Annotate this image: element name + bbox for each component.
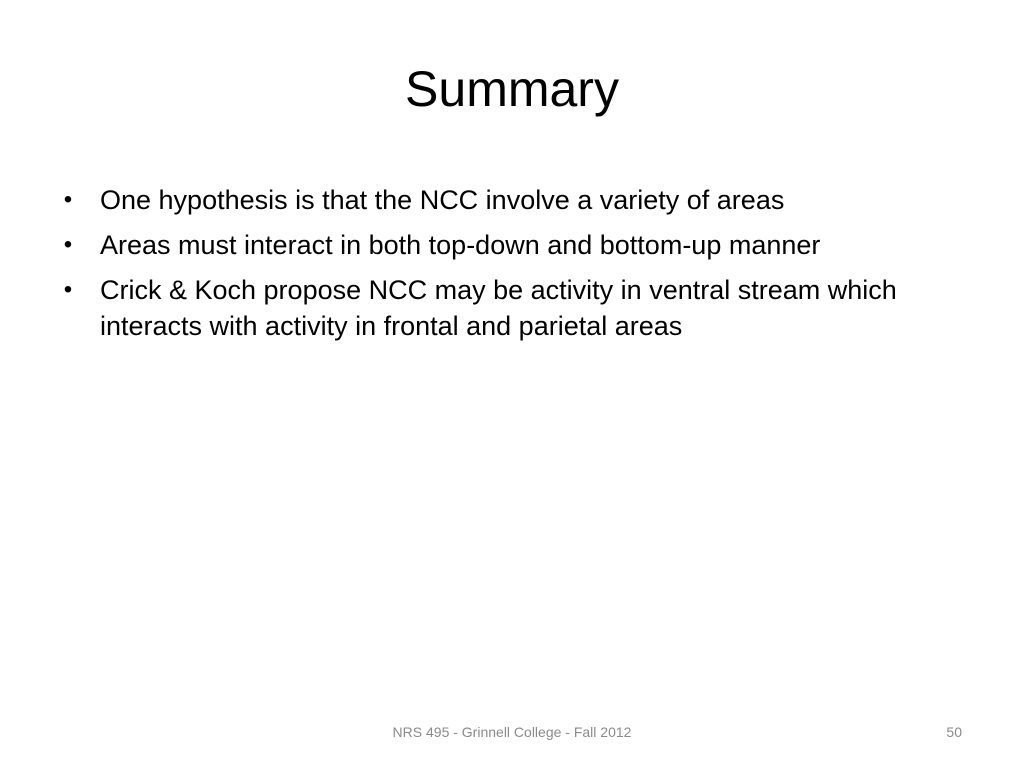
bullet-item-3 <box>58 272 978 344</box>
bullet-text: One hypothesis is that the NCC involve a variety of areas <box>100 185 785 215</box>
bullet-icon: • <box>63 231 73 258</box>
slide-footer: NRS 495 - Grinnell College - Fall 2012 <box>392 724 632 740</box>
bullet-text: Crick & Koch propose NCC may be activity in ventral stream which interacts with activity in frontal and parietal areas <box>100 275 897 341</box>
page-number: 50 <box>946 724 962 740</box>
bullet-icon: • <box>63 276 73 303</box>
bullet-icon: • <box>63 186 73 213</box>
bullet-list <box>58 182 978 353</box>
slide-title: Summary <box>405 61 619 117</box>
bullet-text: Areas must interact in both top-down and bottom-up manner <box>100 230 821 260</box>
bullet-item-1 <box>58 182 978 218</box>
bullet-item-2 <box>58 227 978 263</box>
